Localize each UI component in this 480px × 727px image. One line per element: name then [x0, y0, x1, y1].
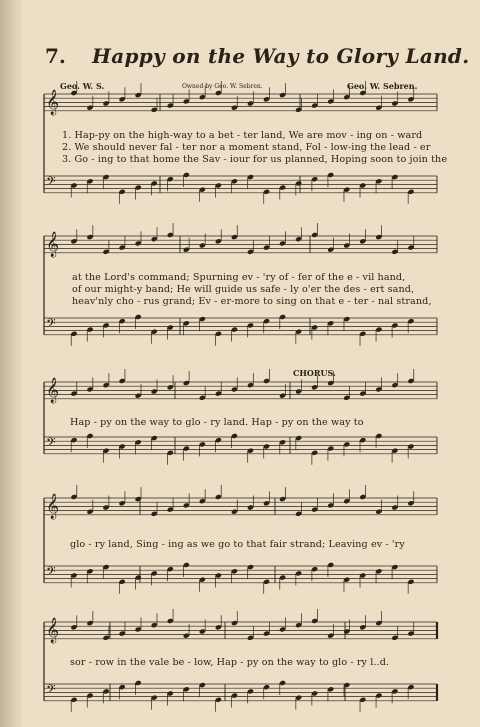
verse-2-line-2: of our might-y band; He will guide us safe - ly o'er the des - ert sand, [72, 284, 415, 295]
verse-1-line-2: at the Lord's command; Spurning ev - 'ry of - fer of the e - vil hand, [72, 272, 406, 283]
verse-3-line-1: 3. Go - ing to that home the Sav - iour for us planned, Hoping soon to join the [62, 154, 448, 165]
verse-2-line-1: 2. We should never fal - ter nor a moment stand, Fol - low-ing the lead - er [62, 142, 431, 153]
treble-clef-icon: 𝄞 [46, 378, 60, 403]
verse-1-line-1: 1. Hap-py on the high-way to a bet - ter land, We are mov - ing on - ward [62, 130, 423, 141]
words-credit: Geo. W. S. [60, 81, 105, 91]
bass-clef-icon: 𝄢 [46, 174, 56, 192]
chorus-line-3: sor - row in the vale be - low, Hap - py on the way to glo - ry l..d. [70, 657, 390, 668]
hymn-title: Happy on the Way to Glory Land. [92, 44, 470, 68]
treble-clef-icon: 𝄞 [46, 232, 60, 257]
ownership-credit: Owned by Geo. W. Sebren. [182, 83, 263, 90]
bass-clef-icon: 𝄢 [46, 564, 56, 582]
chorus-line-2: glo - ry land, Sing - ing as we go to that fair strand; Leaving ev - 'ry [70, 539, 405, 550]
treble-clef-icon: 𝄞 [46, 90, 60, 115]
bass-clef-icon: 𝄢 [46, 682, 56, 700]
bass-clef-icon: 𝄢 [46, 316, 56, 334]
treble-clef-icon: 𝄞 [46, 494, 60, 519]
chorus-line-1: Hap - py on the way to glo - ry land. Hap - py on the way to [70, 417, 364, 428]
hymn-number: 7. [45, 44, 66, 68]
chorus-label: CHORUS. [293, 368, 336, 378]
verse-3-line-2: heav'nly cho - rus grand; Ev - er-more to sing on that e - ter - nal strand, [72, 296, 432, 307]
music-credit: Geo. W. Sebren. [347, 81, 418, 91]
bass-clef-icon: 𝄢 [46, 435, 56, 453]
treble-clef-icon: 𝄞 [46, 618, 60, 643]
